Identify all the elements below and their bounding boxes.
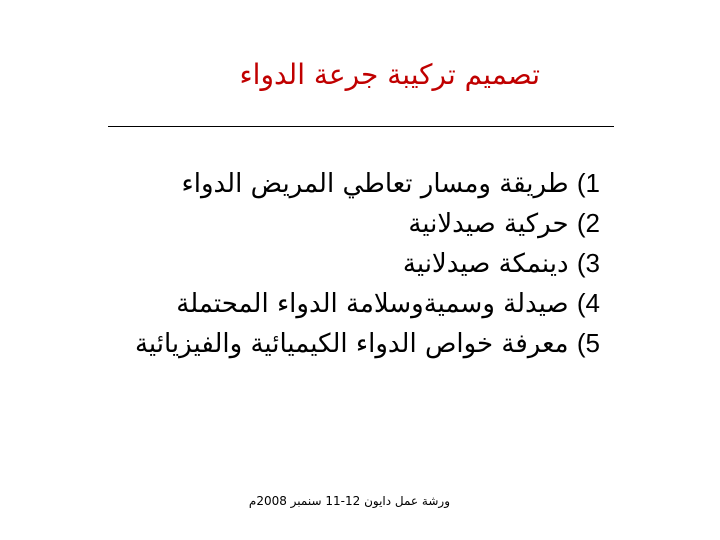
item-text: معرفة خواص الدواء الكيميائية والفيزيائية <box>134 329 569 359</box>
slide-footer: ورشة عمل دايون 12-11 سنمبر 2008م <box>248 494 450 508</box>
item-text: حركية صيدلانية <box>408 209 569 239</box>
list-item <box>0 243 600 283</box>
list-item <box>0 163 600 203</box>
item-number: 3) <box>576 248 600 278</box>
item-number: 5) <box>576 328 600 358</box>
item-number: 4) <box>576 288 600 318</box>
list-item <box>0 323 600 363</box>
item-text: صيدلة وسميةوسلامة الدواء المحتملة <box>176 289 569 319</box>
topic-list <box>0 163 600 363</box>
item-text: طريقة ومسار تعاطي المريض الدواء <box>181 169 569 199</box>
title-divider <box>108 126 614 127</box>
slide-title: تصميم تركيبة جرعة الدواء <box>239 58 540 91</box>
list-item <box>0 283 600 323</box>
item-number: 2) <box>576 208 600 238</box>
item-number: 1) <box>576 168 600 198</box>
item-text: دينمكة صيدلانية <box>402 249 569 279</box>
list-item <box>0 203 600 243</box>
